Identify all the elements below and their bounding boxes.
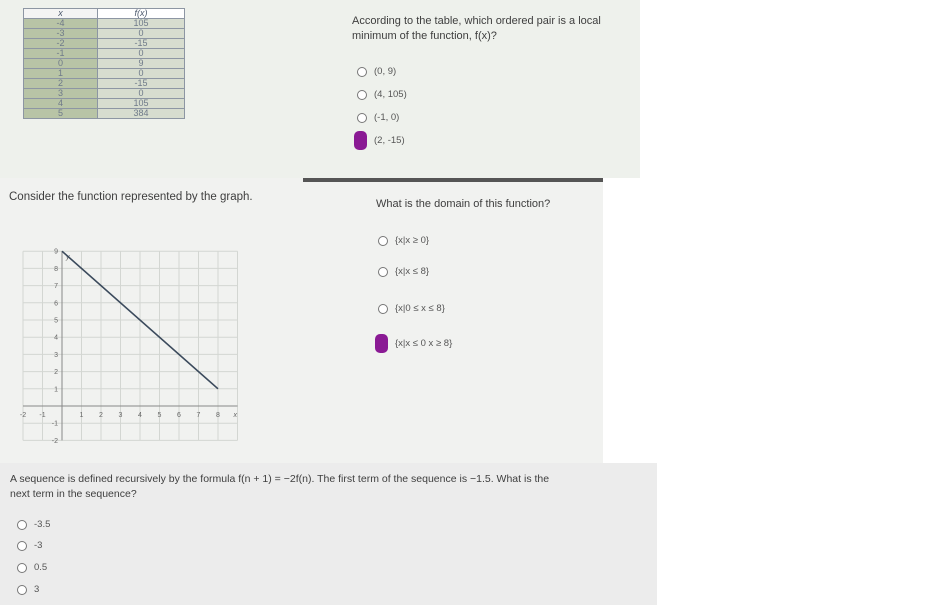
- function-table: [23, 8, 185, 119]
- q3-option-label: 3: [34, 584, 40, 595]
- y-tick-label: 4: [54, 334, 58, 342]
- q3-option-3[interactable]: [17, 584, 39, 595]
- table-cell-x: -2: [24, 39, 98, 49]
- radio-icon[interactable]: [357, 90, 367, 100]
- table-cell-fx: 384: [98, 109, 185, 119]
- x-axis-label: x: [233, 412, 237, 419]
- q2-option-label: {x|0 ≤ x ≤ 8}: [395, 303, 445, 314]
- q3-option-label: 0.5: [34, 562, 48, 573]
- table-header-x: x: [24, 9, 98, 19]
- x-tick-label: 3: [118, 412, 123, 419]
- q2-option-label: {x|x ≤ 0 x ≥ 8}: [395, 338, 453, 349]
- x-tick-label: -1: [39, 412, 46, 419]
- table-row: [24, 89, 185, 99]
- radio-icon[interactable]: [17, 563, 27, 573]
- table-row: [24, 19, 185, 29]
- table-cell-fx: 105: [98, 99, 185, 109]
- q2-option-0[interactable]: [378, 235, 429, 246]
- q3-option-1[interactable]: [17, 540, 42, 551]
- q1-option-1[interactable]: [357, 89, 407, 100]
- x-tick-label: 8: [216, 412, 220, 419]
- q2-option-label: {x|x ≤ 8}: [395, 266, 430, 277]
- radio-icon[interactable]: [17, 520, 27, 530]
- y-tick-label: 2: [54, 369, 58, 377]
- q1-option-label: (4, 105): [374, 89, 407, 100]
- q3-option-2[interactable]: [17, 562, 47, 573]
- table-row: [24, 39, 185, 49]
- q1-prompt-line1: According to the table, which ordered pair is a local: [352, 15, 601, 27]
- table-cell-fx: 0: [98, 89, 185, 99]
- radio-icon[interactable]: [17, 585, 27, 595]
- table-row: [24, 79, 185, 89]
- y-tick-label: -2: [51, 437, 58, 445]
- q2-option-2[interactable]: [378, 303, 445, 314]
- q1-option-0[interactable]: [357, 66, 396, 77]
- radio-icon[interactable]: [357, 67, 367, 77]
- y-tick-label: -1: [51, 420, 58, 428]
- y-tick-label: 5: [54, 317, 58, 325]
- table-cell-x: 0: [24, 59, 98, 69]
- selected-radio-icon[interactable]: [354, 131, 367, 150]
- table-cell-x: -4: [24, 19, 98, 29]
- table-cell-fx: 9: [98, 59, 185, 69]
- table-cell-fx: -15: [98, 79, 185, 89]
- q1-option-3[interactable]: [357, 131, 405, 150]
- q2-option-1[interactable]: [378, 266, 429, 277]
- q3-prompt: [10, 472, 660, 502]
- table-cell-fx: 0: [98, 49, 185, 59]
- q1-prompt: [352, 14, 601, 44]
- table-cell-fx: 0: [98, 69, 185, 79]
- table-cell-x: -3: [24, 29, 98, 39]
- q1-option-label: (0, 9): [374, 66, 397, 77]
- x-tick-label: -2: [19, 412, 27, 419]
- table-row: [24, 99, 185, 109]
- table-cell-x: 3: [24, 89, 98, 99]
- y-tick-label: 8: [54, 265, 58, 273]
- q1-prompt-line2: minimum of the function, f(x)?: [352, 30, 497, 42]
- q3-prompt-line2: next term in the sequence?: [10, 488, 137, 500]
- selected-radio-icon[interactable]: [375, 334, 388, 353]
- graph-question-title: Consider the function represented by the graph.: [9, 191, 253, 203]
- y-axis-label: y: [66, 254, 70, 262]
- x-tick-label: 7: [196, 412, 201, 419]
- x-tick-label: 2: [99, 412, 103, 419]
- q2-prompt: What is the domain of this function?: [376, 198, 551, 210]
- q1-option-label: (2, -15): [374, 135, 405, 146]
- table-cell-fx: -15: [98, 39, 185, 49]
- q2-option-label: {x|x ≥ 0}: [395, 235, 430, 246]
- table-cell-fx: 0: [98, 29, 185, 39]
- radio-icon[interactable]: [378, 304, 388, 314]
- graph-ticks: [20, 249, 238, 445]
- table-cell-x: 2: [24, 79, 98, 89]
- x-tick-label: 6: [177, 412, 181, 419]
- radio-icon[interactable]: [378, 236, 388, 246]
- line-graph: [14, 218, 239, 445]
- y-tick-label: 1: [54, 386, 58, 394]
- table-row: [24, 29, 185, 39]
- graph-grid: [23, 248, 238, 440]
- q3-option-0[interactable]: [17, 519, 50, 530]
- table-row: [24, 69, 185, 79]
- q3-option-label: -3.5: [34, 519, 51, 530]
- table-row: [24, 109, 185, 119]
- x-tick-label: 5: [157, 412, 162, 419]
- q3-prompt-line1: A sequence is defined recursively by the formula f(n + 1) = −2f(n). The first term of the sequence is −1.5. What is the: [10, 473, 550, 485]
- table-cell-x: 5: [24, 109, 98, 119]
- y-tick-label: 7: [54, 283, 58, 291]
- table-row: [24, 59, 185, 69]
- q1-option-label: (-1, 0): [374, 112, 400, 123]
- radio-icon[interactable]: [378, 267, 388, 277]
- x-tick-label: 1: [79, 412, 84, 419]
- table-cell-fx: 105: [98, 19, 185, 29]
- table-row: [24, 49, 185, 59]
- table-cell-x: 4: [24, 99, 98, 109]
- table-cell-x: 1: [24, 69, 98, 79]
- y-tick-label: 3: [54, 351, 58, 359]
- q1-option-2[interactable]: [357, 112, 399, 123]
- y-tick-label: 6: [54, 300, 58, 308]
- y-tick-label: 9: [54, 248, 58, 256]
- table-cell-x: -1: [24, 49, 98, 59]
- radio-icon[interactable]: [357, 113, 367, 123]
- q2-option-3[interactable]: [378, 334, 452, 353]
- panel-divider: [303, 178, 603, 182]
- graph-axes: [23, 248, 238, 440]
- radio-icon[interactable]: [17, 541, 27, 551]
- x-tick-label: 4: [138, 412, 142, 419]
- q3-option-label: -3: [34, 540, 43, 551]
- table-header-fx: f(x): [98, 9, 185, 19]
